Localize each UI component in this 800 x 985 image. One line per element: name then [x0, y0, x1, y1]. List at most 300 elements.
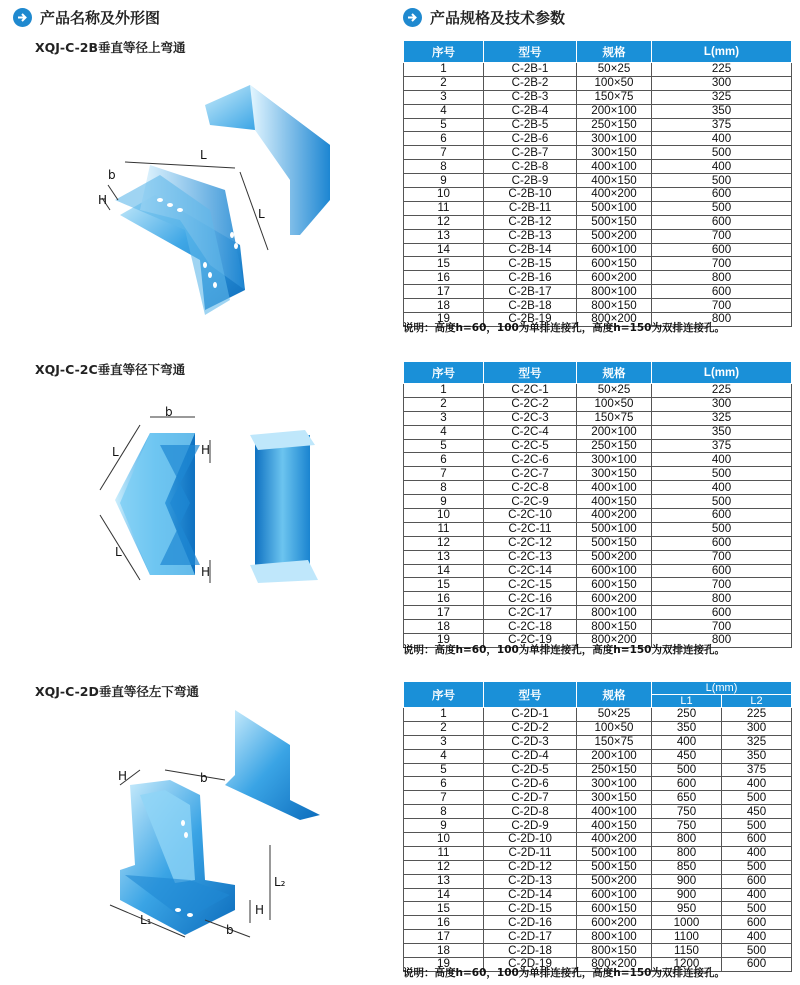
table-cell: C-2C-3: [484, 411, 577, 425]
table-row: [404, 384, 792, 398]
dim-label-h-top: H: [201, 443, 211, 457]
dim-label-b-bottom: b: [226, 923, 234, 937]
table-header-row: [404, 682, 792, 695]
table-cell: 225: [722, 708, 792, 722]
product-name-2c: XQJ-C-2C垂直等径下弯通: [35, 362, 186, 377]
table-cell: 300×150: [577, 146, 652, 160]
table-row: [404, 791, 792, 805]
table-row: [404, 118, 792, 132]
table-cell: 300: [652, 397, 792, 411]
table-cell: 800: [652, 634, 792, 648]
cable-tray-elbow-shape: [120, 710, 320, 935]
table-cell: 800×100: [577, 285, 652, 299]
table-cell: 850: [652, 860, 722, 874]
table-cell: C-2D-19: [484, 958, 577, 972]
table-cell: 600×200: [577, 916, 652, 930]
table-cell: 600: [722, 916, 792, 930]
table-cell: 500: [722, 944, 792, 958]
table-cell: C-2B-16: [484, 271, 577, 285]
table-row: [404, 229, 792, 243]
drawing-2b: [0, 60, 392, 320]
table-cell: 17: [404, 606, 484, 620]
table-cell: 8: [404, 160, 484, 174]
table-cell: 14: [404, 564, 484, 578]
table-cell: 16: [404, 271, 484, 285]
table-cell: C-2C-9: [484, 495, 577, 509]
table-cell: 14: [404, 888, 484, 902]
table-cell: 350: [722, 749, 792, 763]
table-cell: 225: [652, 384, 792, 398]
table-cell: 11: [404, 522, 484, 536]
dim-label-h: H: [118, 769, 128, 783]
table-cell: 1200: [652, 958, 722, 972]
table-row: [404, 299, 792, 313]
table-cell: 600: [652, 188, 792, 202]
table-cell: 800×100: [577, 606, 652, 620]
table-row: [404, 735, 792, 749]
table-cell: 700: [652, 257, 792, 271]
table-cell: 900: [652, 874, 722, 888]
table-cell: C-2B-2: [484, 76, 577, 90]
table-cell: 500×100: [577, 522, 652, 536]
left-header-text: 产品名称及外形图: [40, 9, 161, 27]
table-cell: 18: [404, 620, 484, 634]
table-row: [404, 902, 792, 916]
table-cell: 3: [404, 90, 484, 104]
table-row: [404, 930, 792, 944]
table-row: [404, 860, 792, 874]
table-cell: C-2B-5: [484, 118, 577, 132]
drawing-2c: [0, 405, 392, 600]
table-cell: 800×200: [577, 958, 652, 972]
table-cell: 300×150: [577, 791, 652, 805]
table-cell: C-2B-9: [484, 174, 577, 188]
table-row: [404, 90, 792, 104]
table-cell: 15: [404, 902, 484, 916]
col-header: 序号: [404, 362, 484, 384]
table-cell: C-2D-10: [484, 833, 577, 847]
table-cell: C-2B-17: [484, 285, 577, 299]
table-cell: 500: [722, 902, 792, 916]
table-cell: 9: [404, 174, 484, 188]
table-cell: 800×200: [577, 634, 652, 648]
table-cell: 1: [404, 384, 484, 398]
table-cell: 400: [652, 735, 722, 749]
table-cell: 8: [404, 805, 484, 819]
table-row: [404, 819, 792, 833]
table-cell: C-2D-2: [484, 721, 577, 735]
table-cell: 600×150: [577, 902, 652, 916]
col-header: 规格: [577, 41, 652, 63]
table-cell: C-2B-15: [484, 257, 577, 271]
table-cell: C-2B-8: [484, 160, 577, 174]
table-cell: C-2C-13: [484, 550, 577, 564]
table-cell: 10: [404, 833, 484, 847]
table-cell: C-2C-18: [484, 620, 577, 634]
table-cell: 400: [722, 930, 792, 944]
table-cell: 11: [404, 201, 484, 215]
table-cell: 19: [404, 958, 484, 972]
dim-label-l-top: L: [200, 148, 207, 162]
table-cell: 13: [404, 550, 484, 564]
table-cell: C-2C-4: [484, 425, 577, 439]
table-cell: 150×75: [577, 411, 652, 425]
table-row: [404, 536, 792, 550]
table-cell: C-2C-10: [484, 509, 577, 523]
table-row: [404, 708, 792, 722]
table-row: [404, 174, 792, 188]
table-cell: C-2C-19: [484, 634, 577, 648]
table-cell: 950: [652, 902, 722, 916]
table-cell: 50×25: [577, 708, 652, 722]
col-header: 序号: [404, 682, 484, 708]
table-cell: 325: [722, 735, 792, 749]
table-cell: 800×100: [577, 930, 652, 944]
table-cell: C-2B-6: [484, 132, 577, 146]
col-header: 序号: [404, 41, 484, 63]
table-cell: 800×150: [577, 944, 652, 958]
table-cell: 500×100: [577, 846, 652, 860]
table-row: [404, 874, 792, 888]
dim-label-l2: L₂: [274, 875, 286, 889]
table-cell: C-2D-14: [484, 888, 577, 902]
table-cell: C-2D-4: [484, 749, 577, 763]
table-cell: C-2D-3: [484, 735, 577, 749]
table-cell: 18: [404, 944, 484, 958]
table-cell: 600: [652, 215, 792, 229]
table-cell: 500×150: [577, 215, 652, 229]
table-cell: C-2D-17: [484, 930, 577, 944]
table-cell: C-2D-7: [484, 791, 577, 805]
right-header-text: 产品规格及技术参数: [430, 9, 566, 27]
table-cell: 750: [652, 805, 722, 819]
table-cell: 400: [722, 888, 792, 902]
table-cell: 800: [652, 271, 792, 285]
table-row: [404, 916, 792, 930]
table-row: [404, 888, 792, 902]
table-cell: 600×150: [577, 257, 652, 271]
table-cell: 7: [404, 146, 484, 160]
table-cell: 800×150: [577, 299, 652, 313]
table-row: [404, 104, 792, 118]
table-cell: C-2D-13: [484, 874, 577, 888]
table-cell: 1000: [652, 916, 722, 930]
table-cell: 19: [404, 634, 484, 648]
table-row: [404, 833, 792, 847]
table-cell: 375: [652, 118, 792, 132]
dim-label-h: H: [98, 193, 108, 207]
table-cell: 400: [722, 846, 792, 860]
table-note-2d: 说明：高度h=60，100为单排连接孔，高度h=150为双排连接孔。: [403, 967, 725, 979]
table-cell: 800: [652, 592, 792, 606]
col-header: 型号: [484, 41, 577, 63]
table-cell: 300×100: [577, 777, 652, 791]
table-cell: 17: [404, 930, 484, 944]
left-section-header: [13, 7, 160, 28]
table-cell: 800: [652, 833, 722, 847]
table-cell: 300: [722, 721, 792, 735]
table-cell: 350: [652, 425, 792, 439]
table-cell: 400×150: [577, 819, 652, 833]
table-cell: 6: [404, 453, 484, 467]
table-cell: 500×200: [577, 550, 652, 564]
table-cell: 2: [404, 721, 484, 735]
table-cell: 600: [722, 958, 792, 972]
table-cell: 13: [404, 874, 484, 888]
table-cell: 5: [404, 763, 484, 777]
table-cell: C-2D-1: [484, 708, 577, 722]
table-cell: 13: [404, 229, 484, 243]
table-cell: 400: [722, 777, 792, 791]
table-header-row: [404, 41, 792, 63]
table-cell: 500: [652, 201, 792, 215]
table-cell: 500: [722, 819, 792, 833]
table-cell: 2: [404, 76, 484, 90]
table-cell: 4: [404, 425, 484, 439]
table-cell: 1: [404, 708, 484, 722]
table-cell: 500: [722, 860, 792, 874]
table-cell: 500: [652, 522, 792, 536]
table-cell: 400×200: [577, 509, 652, 523]
dim-label-l1: L₁: [140, 913, 152, 927]
table-row: [404, 285, 792, 299]
table-cell: 600×100: [577, 888, 652, 902]
table-cell: C-2D-8: [484, 805, 577, 819]
table-row: [404, 578, 792, 592]
table-row: [404, 495, 792, 509]
table-cell: C-2B-3: [484, 90, 577, 104]
table-row: [404, 453, 792, 467]
table-cell: 12: [404, 215, 484, 229]
table-cell: 600×200: [577, 592, 652, 606]
table-cell: 18: [404, 299, 484, 313]
table-cell: 500×150: [577, 536, 652, 550]
table-cell: 400: [652, 160, 792, 174]
table-cell: C-2C-16: [484, 592, 577, 606]
table-cell: 325: [652, 411, 792, 425]
table-cell: 5: [404, 118, 484, 132]
table-row: [404, 397, 792, 411]
table-cell: 700: [652, 578, 792, 592]
table-cell: C-2C-14: [484, 564, 577, 578]
table-cell: 450: [652, 749, 722, 763]
dim-label-l-right: L: [258, 207, 265, 221]
table-cell: C-2D-9: [484, 819, 577, 833]
table-cell: 19: [404, 313, 484, 327]
table-cell: 200×100: [577, 749, 652, 763]
table-cell: 800×150: [577, 620, 652, 634]
table-cell: 750: [652, 819, 722, 833]
arrow-right-icon: [403, 8, 422, 27]
table-cell: 600: [722, 833, 792, 847]
table-cell: C-2C-12: [484, 536, 577, 550]
table-cell: C-2B-19: [484, 313, 577, 327]
table-row: [404, 160, 792, 174]
table-cell: 16: [404, 916, 484, 930]
table-cell: 400×200: [577, 188, 652, 202]
dim-label-b-top: b: [200, 771, 208, 785]
table-cell: 9: [404, 819, 484, 833]
table-cell: C-2C-15: [484, 578, 577, 592]
table-cell: C-2C-11: [484, 522, 577, 536]
table-cell: C-2D-16: [484, 916, 577, 930]
table-cell: 1150: [652, 944, 722, 958]
product-name-2d: XQJ-C-2D垂直等径左下弯通: [35, 684, 199, 699]
table-cell: C-2D-5: [484, 763, 577, 777]
table-cell: 600: [652, 777, 722, 791]
table-cell: 15: [404, 257, 484, 271]
table-cell: 600: [652, 285, 792, 299]
table-row: [404, 606, 792, 620]
col-subheader: L1: [652, 695, 722, 708]
table-cell: 4: [404, 104, 484, 118]
table-cell: 800: [652, 846, 722, 860]
table-row: [404, 257, 792, 271]
table-cell: 450: [722, 805, 792, 819]
table-cell: C-2C-8: [484, 481, 577, 495]
table-row: [404, 425, 792, 439]
spec-table-2c: [403, 361, 792, 648]
table-cell: 400: [652, 132, 792, 146]
table-row: [404, 763, 792, 777]
table-cell: 50×25: [577, 384, 652, 398]
col-subheader: L2: [722, 695, 792, 708]
col-header: L(mm): [652, 41, 792, 63]
table-cell: 700: [652, 550, 792, 564]
dim-label-l-top: L: [112, 445, 119, 459]
table-cell: 700: [652, 299, 792, 313]
table-cell: 700: [652, 229, 792, 243]
dim-label-b: b: [108, 168, 116, 182]
table-cell: 900: [652, 888, 722, 902]
table-cell: 200×100: [577, 104, 652, 118]
table-cell: 50×25: [577, 63, 652, 77]
table-cell: C-2B-13: [484, 229, 577, 243]
table-note-2c: 说明：高度h=60，100为单排连接孔，高度h=150为双排连接孔。: [403, 644, 725, 656]
table-cell: 8: [404, 481, 484, 495]
table-cell: 500×200: [577, 229, 652, 243]
table-cell: 10: [404, 509, 484, 523]
table-cell: C-2C-17: [484, 606, 577, 620]
table-cell: 4: [404, 749, 484, 763]
table-cell: 600×150: [577, 578, 652, 592]
table-cell: 10: [404, 188, 484, 202]
table-cell: 400×100: [577, 160, 652, 174]
table-cell: 375: [652, 439, 792, 453]
table-cell: 300×100: [577, 453, 652, 467]
table-cell: C-2C-6: [484, 453, 577, 467]
table-cell: C-2D-15: [484, 902, 577, 916]
table-cell: 12: [404, 860, 484, 874]
spec-table-2d: [403, 681, 792, 972]
table-cell: 300×150: [577, 467, 652, 481]
product-name-2b: XQJ-C-2B垂直等径上弯通: [35, 40, 186, 55]
table-cell: 500: [652, 146, 792, 160]
table-cell: 400: [652, 453, 792, 467]
table-cell: 1: [404, 63, 484, 77]
arrow-right-icon: [13, 8, 32, 27]
table-cell: 2: [404, 397, 484, 411]
table-cell: C-2B-4: [484, 104, 577, 118]
table-cell: 400×100: [577, 805, 652, 819]
table-row: [404, 439, 792, 453]
table-cell: 500×200: [577, 874, 652, 888]
dim-label-h-right: H: [255, 903, 265, 917]
table-cell: 600: [652, 536, 792, 550]
table-row: [404, 550, 792, 564]
table-row: [404, 522, 792, 536]
table-cell: 600×100: [577, 564, 652, 578]
table-cell: 600: [722, 874, 792, 888]
table-cell: 400×150: [577, 495, 652, 509]
table-row: [404, 188, 792, 202]
table-cell: 100×50: [577, 721, 652, 735]
dim-label-h-bottom: H: [201, 565, 211, 579]
col-header: 型号: [484, 682, 577, 708]
table-cell: 250×150: [577, 763, 652, 777]
right-section-header: [403, 7, 565, 28]
table-cell: C-2B-12: [484, 215, 577, 229]
table-cell: 400×100: [577, 481, 652, 495]
table-cell: 250×150: [577, 118, 652, 132]
cable-tray-elbow-shape: [115, 430, 318, 583]
table-row: [404, 592, 792, 606]
table-row: [404, 243, 792, 257]
table-cell: 600: [652, 606, 792, 620]
table-cell: 600×100: [577, 243, 652, 257]
table-cell: C-2B-10: [484, 188, 577, 202]
table-row: [404, 944, 792, 958]
table-cell: 650: [652, 791, 722, 805]
table-cell: 400×200: [577, 833, 652, 847]
table-cell: 100×50: [577, 76, 652, 90]
table-row: [404, 146, 792, 160]
table-cell: C-2D-18: [484, 944, 577, 958]
table-row: [404, 215, 792, 229]
table-cell: 600×200: [577, 271, 652, 285]
table-cell: 500×100: [577, 201, 652, 215]
table-cell: 400×150: [577, 174, 652, 188]
drawing-2d: [0, 705, 392, 945]
table-row: [404, 467, 792, 481]
table-row: [404, 805, 792, 819]
table-row: [404, 564, 792, 578]
table-cell: 500: [652, 495, 792, 509]
table-cell: 400: [652, 481, 792, 495]
table-cell: 100×50: [577, 397, 652, 411]
table-header-row: [404, 362, 792, 384]
table-cell: 1100: [652, 930, 722, 944]
table-cell: 325: [652, 90, 792, 104]
table-cell: 500: [652, 467, 792, 481]
spec-table-2b: [403, 40, 792, 327]
table-cell: C-2B-1: [484, 63, 577, 77]
table-cell: 225: [652, 63, 792, 77]
table-cell: C-2D-6: [484, 777, 577, 791]
table-cell: C-2B-14: [484, 243, 577, 257]
table-row: [404, 509, 792, 523]
col-header: L(mm): [652, 682, 792, 695]
table-cell: 15: [404, 578, 484, 592]
table-cell: C-2C-2: [484, 397, 577, 411]
col-header: L(mm): [652, 362, 792, 384]
table-cell: C-2D-12: [484, 860, 577, 874]
table-cell: 250×150: [577, 439, 652, 453]
table-cell: 14: [404, 243, 484, 257]
table-cell: 300×100: [577, 132, 652, 146]
table-row: [404, 846, 792, 860]
cable-tray-elbow-shape: [115, 85, 330, 315]
